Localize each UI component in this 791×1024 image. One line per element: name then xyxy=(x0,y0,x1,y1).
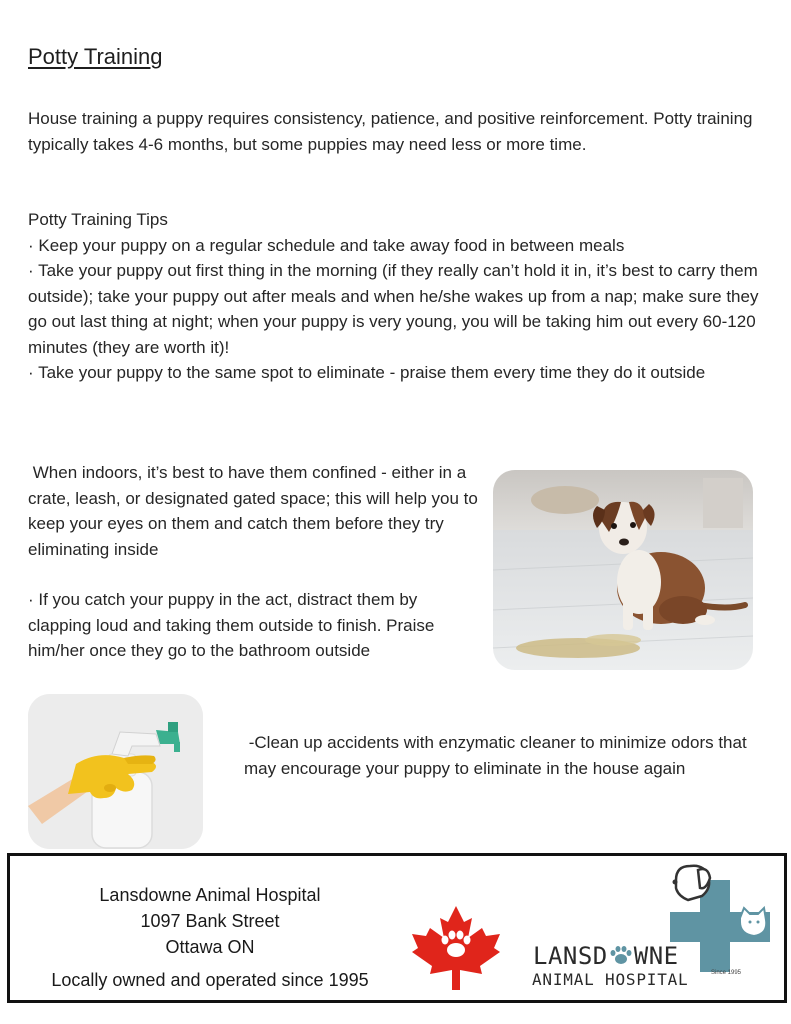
footer-box xyxy=(7,853,787,1003)
footer-address xyxy=(10,882,410,993)
since-statement: Locally owned and operated since 1995 xyxy=(51,970,369,990)
catch-paragraph: · If you catch your puppy in the act, distract them by clapping loud and taking them outside to finish. Praise him/her once they go to the bathroom outside xyxy=(28,590,435,660)
page-title: Potty Training xyxy=(28,44,163,69)
cleanup-text: -Clean up accidents with enzymatic cleaner to minimize odors that may encourage your puppy to eliminate in the house again xyxy=(244,733,747,778)
logo-subtitle: ANIMAL HOSPITAL xyxy=(532,970,689,989)
hospital-name: Lansdowne Animal Hospital xyxy=(99,885,321,905)
city: Ottawa ON xyxy=(165,937,255,957)
hospital-logo-icon xyxy=(668,860,780,972)
logo-since: Since 1995 xyxy=(711,970,742,976)
intro-paragraph: House training a puppy requires consistency, patience, and positive reinforcement. Potty training typically takes 4-6 months, but some puppies may need less or more time. xyxy=(28,109,753,154)
indoors-text: When indoors, it’s best to have them confined - either in a crate, leash, or designated gated space; this will help you to keep your eyes on them and catch them before they try eliminating inside xyxy=(28,463,478,559)
paw-o-icon xyxy=(608,944,634,966)
logo-word-start: LANSD xyxy=(533,942,608,970)
tips-section xyxy=(28,207,773,386)
puppy-photo xyxy=(493,470,753,670)
maple-leaf-icon xyxy=(410,904,502,992)
tip-item: · Keep your puppy on a regular schedule and take away food in between meals xyxy=(28,235,625,255)
indoors-paragraph xyxy=(28,460,478,562)
spray-bottle-photo xyxy=(28,694,203,849)
tips-heading: Potty Training Tips xyxy=(28,210,168,229)
street-address: 1097 Bank Street xyxy=(140,911,280,931)
logo-word-end: WNE xyxy=(633,942,679,970)
tip-item: · Take your puppy out first thing in the morning (if they really can’t hold it in, it’s best to carry them outside); take your puppy out after meals and when he/she wakes up from a nap; make sure they go out last thing at night; when your puppy is very young, you will be taking him out every 60-120 minutes (they are worth it)! xyxy=(28,261,759,357)
cleanup-paragraph xyxy=(244,730,764,781)
logo-wordmark xyxy=(533,942,679,970)
tip-item: · Take your puppy to the same spot to eliminate - praise them every time they do it outside xyxy=(28,363,706,382)
